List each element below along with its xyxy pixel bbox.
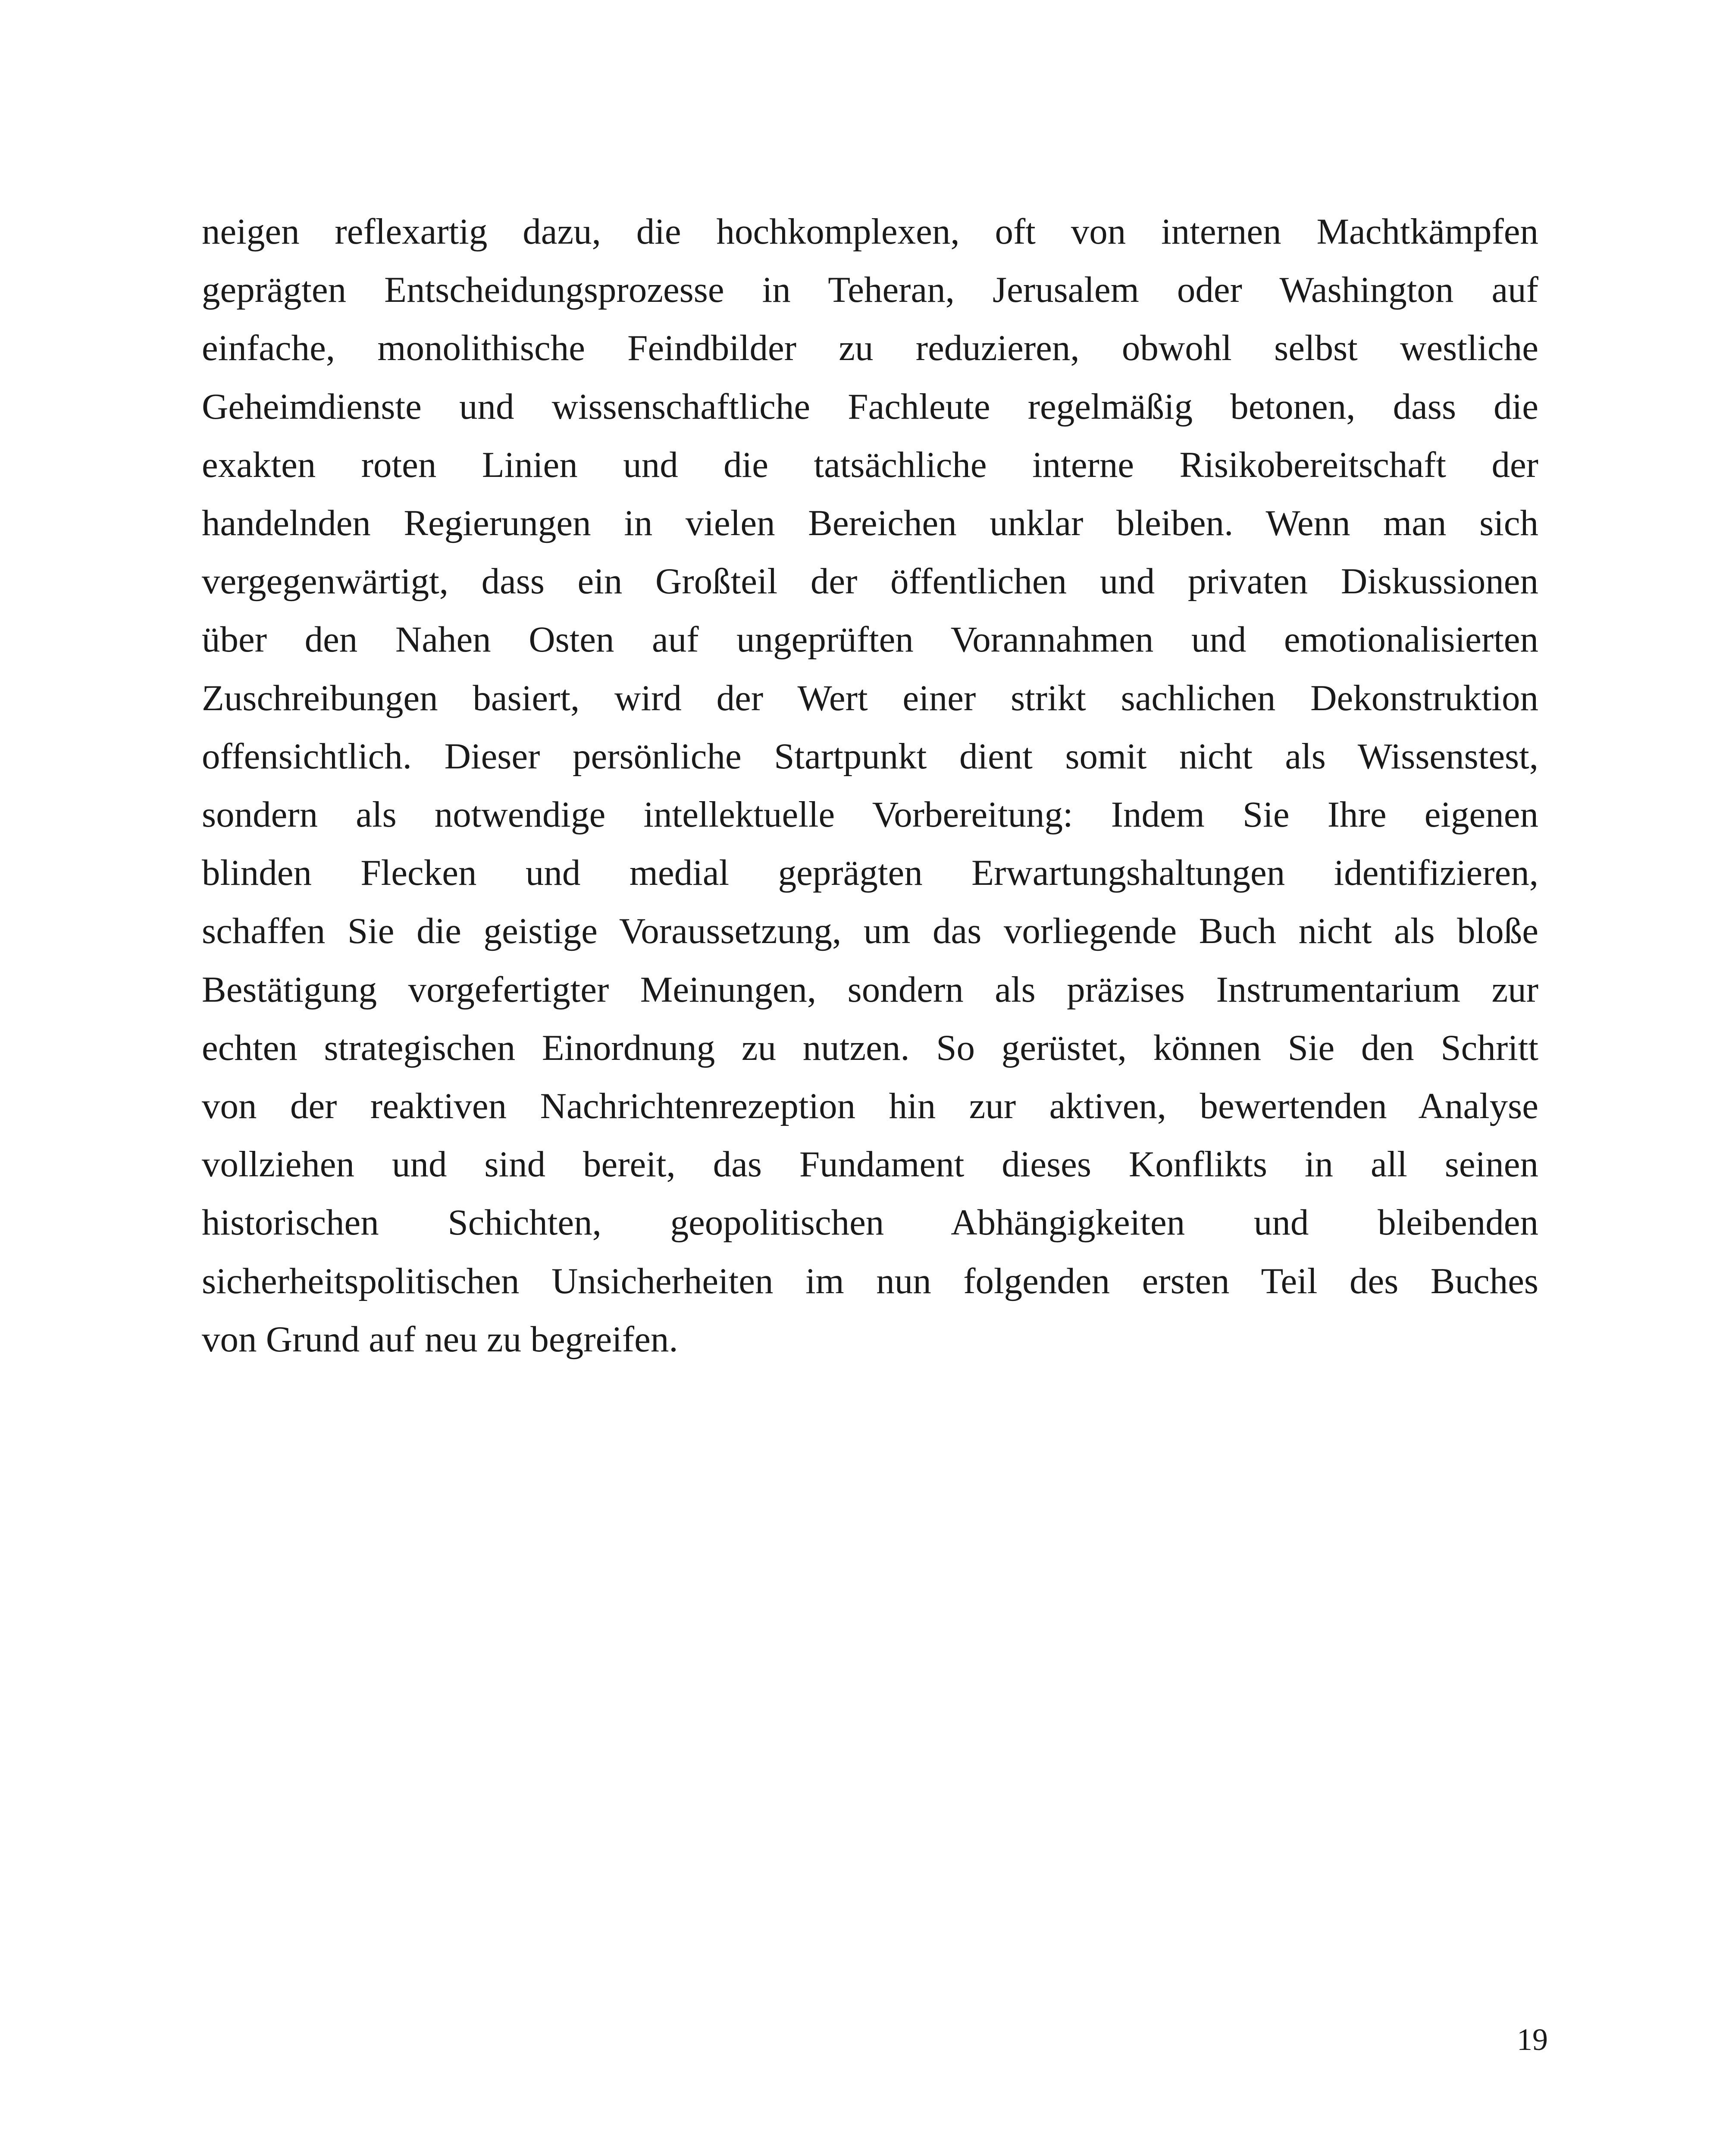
- text-line: schaffen Sie die geistige Voraussetzung, um das vorliegende Buch nicht als bloße: [202, 911, 1538, 952]
- text-line: sicherheitspolitischen Unsicherheiten im nun folgenden ersten Teil des Buches: [202, 1260, 1538, 1301]
- text-line-last: von Grund auf neu zu begreifen.: [202, 1319, 678, 1360]
- text-line: über den Nahen Osten auf ungeprüften Vorannahmen und emotionalisierten: [202, 619, 1538, 660]
- text-line: echten strategischen Einordnung zu nutzen. So gerüstet, können Sie den Schritt: [202, 1027, 1538, 1068]
- body-paragraph: [202, 203, 1538, 1369]
- text-line: sondern als notwendige intellektuelle Vorbereitung: Indem Sie Ihre eigenen: [202, 794, 1538, 835]
- text-line: vollziehen und sind bereit, das Fundament dieses Konflikts in all seinen: [202, 1144, 1538, 1185]
- page-number: 19: [1517, 2022, 1548, 2057]
- text-line: historischen Schichten, geopolitischen Abhängigkeiten und bleibenden: [202, 1202, 1538, 1243]
- text-line: einfache, monolithische Feindbilder zu reduzieren, obwohl selbst westliche: [202, 328, 1538, 369]
- text-line: handelnden Regierungen in vielen Bereichen unklar bleiben. Wenn man sich: [202, 503, 1538, 544]
- text-line: neigen reflexartig dazu, die hochkomplexen, oft von internen Machtkämpfen: [202, 211, 1538, 252]
- text-line: vergegenwärtigt, dass ein Großteil der öffentlichen und privaten Diskussionen: [202, 561, 1538, 602]
- text-line: exakten roten Linien und die tatsächliche interne Risikobereitschaft der: [202, 444, 1538, 485]
- text-line: Geheimdienste und wissenschaftliche Fachleute regelmäßig betonen, dass die: [202, 386, 1538, 427]
- text-line: geprägten Entscheidungsprozesse in Teheran, Jerusalem oder Washington auf: [202, 270, 1538, 310]
- text-line: Bestätigung vorgefertigter Meinungen, sondern als präzises Instrumentarium zur: [202, 969, 1538, 1010]
- text-line: offensichtlich. Dieser persönliche Startpunkt dient somit nicht als Wissenstest,: [202, 736, 1538, 777]
- text-line: Zuschreibungen basiert, wird der Wert einer strikt sachlichen Dekonstruktion: [202, 677, 1538, 718]
- text-line: blinden Flecken und medial geprägten Erwartungshaltungen identifizieren,: [202, 852, 1538, 893]
- text-line: von der reaktiven Nachrichtenrezeption hin zur aktiven, bewertenden Analyse: [202, 1086, 1538, 1127]
